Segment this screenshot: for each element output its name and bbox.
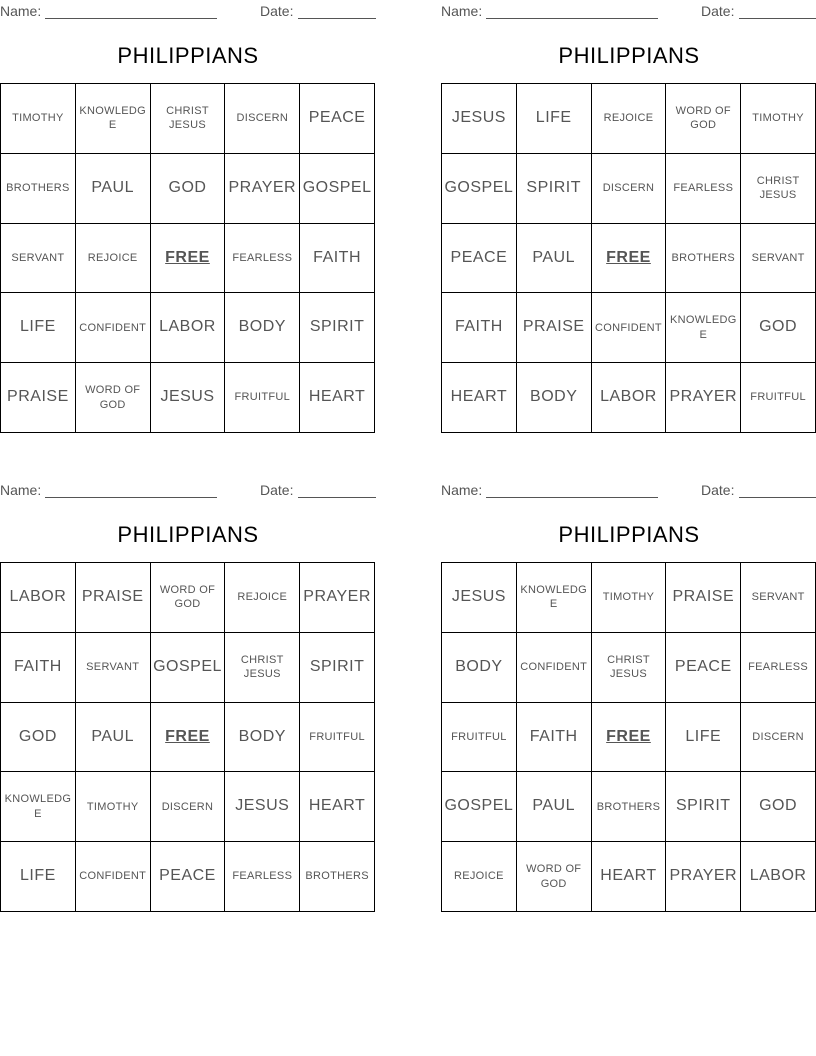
bingo-cell: DISCERN xyxy=(741,703,816,773)
bingo-cell: KNOWLEDG E xyxy=(76,84,151,154)
bingo-cell: FRUITFUL xyxy=(225,363,300,433)
date-label: Date: xyxy=(260,482,294,498)
bingo-cell: FAITH xyxy=(300,224,375,294)
bingo-cell: BODY xyxy=(225,703,300,773)
bingo-cell: WORD OF GOD xyxy=(517,842,592,912)
bingo-cell: CHRIST JESUS xyxy=(741,154,816,224)
bingo-cell: FRUITFUL xyxy=(300,703,375,773)
name-date-row xyxy=(0,482,376,498)
card-title: PHILIPPIANS xyxy=(558,522,700,547)
bingo-cell: GOSPEL xyxy=(151,633,226,703)
bingo-cell: JESUS xyxy=(151,363,226,433)
name-label: Name: xyxy=(441,3,483,19)
bingo-grid xyxy=(441,83,816,433)
bingo-cell: WORD OF GOD xyxy=(76,363,151,433)
bingo-cell: GOD xyxy=(151,154,226,224)
bingo-cell: GOD xyxy=(741,772,816,842)
bingo-cell: REJOICE xyxy=(76,224,151,294)
bingo-cell: TIMOTHY xyxy=(592,563,667,633)
bingo-cell: GOD xyxy=(1,703,76,773)
free-space: FREE xyxy=(151,224,226,294)
bingo-cell: PEACE xyxy=(666,633,741,703)
bingo-cell: HEART xyxy=(300,772,375,842)
bingo-cell: FAITH xyxy=(517,703,592,773)
date-label: Date: xyxy=(701,482,735,498)
name-label: Name: xyxy=(441,482,483,498)
bingo-cell: SERVANT xyxy=(76,633,151,703)
bingo-cell: WORD OF GOD xyxy=(151,563,226,633)
bingo-cell: LABOR xyxy=(592,363,667,433)
bingo-cell: PRAISE xyxy=(1,363,76,433)
bingo-cell: CHRIST JESUS xyxy=(225,633,300,703)
name-date-row xyxy=(441,3,816,19)
name-date-row xyxy=(0,3,376,19)
bingo-cell: PAUL xyxy=(517,224,592,294)
bingo-cell: PRAISE xyxy=(666,563,741,633)
date-line xyxy=(739,18,816,19)
bingo-cell: GOD xyxy=(741,293,816,363)
bingo-cell: FEARLESS xyxy=(225,224,300,294)
name-date-row xyxy=(441,482,816,498)
bingo-grid xyxy=(0,562,375,912)
bingo-cell: SPIRIT xyxy=(300,293,375,363)
bingo-cell: LABOR xyxy=(1,563,76,633)
bingo-cell: PEACE xyxy=(151,842,226,912)
bingo-cell: PRAISE xyxy=(76,563,151,633)
bingo-cell: BROTHERS xyxy=(592,772,667,842)
bingo-cell: TIMOTHY xyxy=(741,84,816,154)
name-line xyxy=(45,497,217,498)
bingo-cell: FRUITFUL xyxy=(741,363,816,433)
date-label: Date: xyxy=(701,3,735,19)
card-title: PHILIPPIANS xyxy=(117,522,259,547)
bingo-cell: GOSPEL xyxy=(442,154,517,224)
bingo-cell: SERVANT xyxy=(741,224,816,294)
bingo-cell: BROTHERS xyxy=(1,154,76,224)
bingo-cell: PEACE xyxy=(300,84,375,154)
bingo-cell: BROTHERS xyxy=(666,224,741,294)
free-space: FREE xyxy=(592,224,667,294)
bingo-cell: FEARLESS xyxy=(741,633,816,703)
name-line xyxy=(486,497,658,498)
bingo-cell: PAUL xyxy=(517,772,592,842)
free-space: FREE xyxy=(151,703,226,773)
bingo-cell: DISCERN xyxy=(592,154,667,224)
name-label: Name: xyxy=(0,3,42,19)
bingo-cell: PRAISE xyxy=(517,293,592,363)
bingo-cell: KNOWLEDG E xyxy=(666,293,741,363)
bingo-cell: KNOWLEDG E xyxy=(1,772,76,842)
bingo-cell: FEARLESS xyxy=(666,154,741,224)
bingo-cell: PRAYER xyxy=(225,154,300,224)
bingo-cell: LIFE xyxy=(666,703,741,773)
date-line xyxy=(298,497,376,498)
bingo-cell: CHRIST JESUS xyxy=(151,84,226,154)
bingo-cell: PRAYER xyxy=(666,363,741,433)
bingo-cell: SPIRIT xyxy=(300,633,375,703)
bingo-cell: GOSPEL xyxy=(442,772,517,842)
card-title: PHILIPPIANS xyxy=(558,43,700,68)
name-line xyxy=(486,18,658,19)
bingo-cell: LABOR xyxy=(151,293,226,363)
date-line xyxy=(739,497,816,498)
bingo-cell: REJOICE xyxy=(592,84,667,154)
bingo-cell: PAUL xyxy=(76,703,151,773)
bingo-grid xyxy=(441,562,816,912)
bingo-cell: HEART xyxy=(300,363,375,433)
bingo-cell: HEART xyxy=(442,363,517,433)
bingo-cell: CONFIDENT xyxy=(517,633,592,703)
free-space: FREE xyxy=(592,703,667,773)
bingo-cell: BROTHERS xyxy=(300,842,375,912)
bingo-cell: PRAYER xyxy=(300,563,375,633)
bingo-cell: SPIRIT xyxy=(517,154,592,224)
bingo-cell: REJOICE xyxy=(442,842,517,912)
bingo-cell: JESUS xyxy=(442,84,517,154)
date-line xyxy=(298,18,376,19)
bingo-cell: FAITH xyxy=(442,293,517,363)
bingo-cell: PRAYER xyxy=(666,842,741,912)
bingo-cell: FAITH xyxy=(1,633,76,703)
bingo-cell: LIFE xyxy=(1,293,76,363)
bingo-cell: TIMOTHY xyxy=(1,84,76,154)
card-title: PHILIPPIANS xyxy=(117,43,259,68)
bingo-cell: PEACE xyxy=(442,224,517,294)
bingo-cell: CHRIST JESUS xyxy=(592,633,667,703)
bingo-cell: JESUS xyxy=(225,772,300,842)
bingo-cell: CONFIDENT xyxy=(592,293,667,363)
bingo-cell: DISCERN xyxy=(151,772,226,842)
bingo-cell: BODY xyxy=(225,293,300,363)
bingo-cell: SERVANT xyxy=(741,563,816,633)
bingo-cell: WORD OF GOD xyxy=(666,84,741,154)
bingo-cell: DISCERN xyxy=(225,84,300,154)
bingo-cell: CONFIDENT xyxy=(76,842,151,912)
name-line xyxy=(45,18,217,19)
bingo-cell: GOSPEL xyxy=(300,154,375,224)
bingo-cell: LIFE xyxy=(517,84,592,154)
bingo-cell: BODY xyxy=(442,633,517,703)
bingo-cell: SERVANT xyxy=(1,224,76,294)
bingo-grid xyxy=(0,83,375,433)
bingo-cell: SPIRIT xyxy=(666,772,741,842)
bingo-cell: HEART xyxy=(592,842,667,912)
bingo-cell: JESUS xyxy=(442,563,517,633)
bingo-cell: LIFE xyxy=(1,842,76,912)
bingo-cell: BODY xyxy=(517,363,592,433)
bingo-cell: REJOICE xyxy=(225,563,300,633)
bingo-cell: FRUITFUL xyxy=(442,703,517,773)
bingo-cell: PAUL xyxy=(76,154,151,224)
bingo-cell: KNOWLEDG E xyxy=(517,563,592,633)
date-label: Date: xyxy=(260,3,294,19)
name-label: Name: xyxy=(0,482,42,498)
bingo-cell: CONFIDENT xyxy=(76,293,151,363)
bingo-cell: TIMOTHY xyxy=(76,772,151,842)
bingo-cell: FEARLESS xyxy=(225,842,300,912)
bingo-cell: LABOR xyxy=(741,842,816,912)
